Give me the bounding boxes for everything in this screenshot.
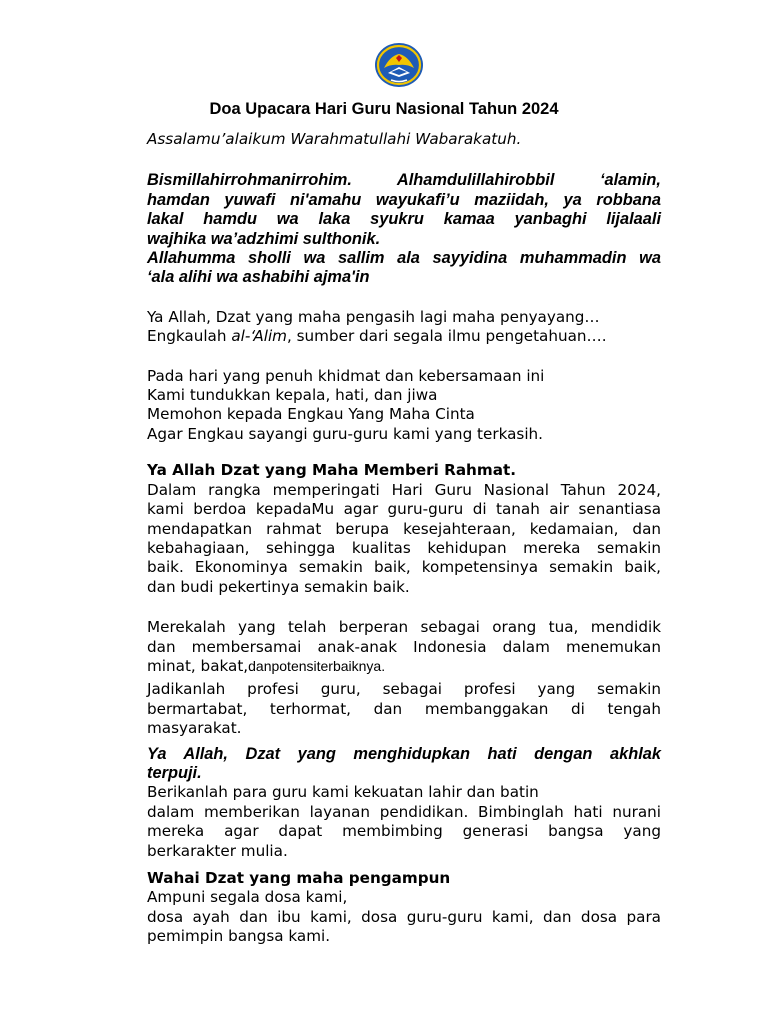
invocation-text: , sumber dari segala ilmu pengetahuan…. xyxy=(286,327,607,346)
paragraph-line: bermartabat, terhormat, dan membanggakan di tengah xyxy=(147,699,661,718)
paragraph-line: mereka agar dapat membimbing generasi bangsa yang xyxy=(147,822,661,841)
section-heading: Ya Allah Dzat yang Maha Memberi Rahmat. xyxy=(147,461,516,480)
invocation-line: Ya Allah, Dzat yang maha pengasih lagi maha penyayang… xyxy=(147,307,600,326)
paragraph-line: dan membersamai anak-anak Indonesia dalam menemukan xyxy=(147,637,661,656)
section-heading: Wahai Dzat yang maha pengampun xyxy=(147,869,451,887)
paragraph-line: Merekalah yang telah berperan sebagai orang tua, mendidik xyxy=(147,618,661,637)
invocation-text: Engkaulah xyxy=(147,327,232,346)
paragraph-line: Dalam rangka memperingati Hari Guru Nasional Tahun 2024, xyxy=(147,480,661,499)
opening-line: lakal hamdu wa laka syukru kamaa yanbaghi lijalaali xyxy=(147,210,661,229)
verse-line: Kami tundukkan kepala, hati, dan jiwa xyxy=(147,386,438,405)
section-heading: terpuji. xyxy=(147,763,202,782)
spacer xyxy=(147,597,661,618)
section-akhlak xyxy=(147,745,661,861)
paragraph-text: minat, bakat, xyxy=(147,656,249,675)
paragraph-line: berkarakter mulia. xyxy=(147,841,288,860)
opening-line: Allahumma sholli wa sallim ala sayyidina muhammadin wa xyxy=(147,249,661,268)
spacer xyxy=(147,288,661,308)
greeting: Assalamu’alaikum Warahmatullahi Wabarakatuh. xyxy=(147,130,522,148)
paragraph-line: Jadikanlah profesi guru, sebagai profesi yang semakin xyxy=(147,680,661,699)
spacer xyxy=(147,347,661,367)
paragraph-line: pemimpin bangsa kami. xyxy=(147,927,331,946)
paragraph-line xyxy=(147,657,661,676)
opening-line: hamdan yuwafi ni'amahu wayukafi’u maziidah, ya robbana xyxy=(147,190,661,209)
opening-line: ‘ala alihi wa ashabihi ajma'in xyxy=(147,268,370,287)
prayer-body xyxy=(147,130,661,947)
invocation xyxy=(147,308,661,347)
document-title: Doa Upacara Hari Guru Nasional Tahun 2024 xyxy=(209,100,559,118)
paragraph-line: mendapatkan rahmat berupa kesejahteraan, kedamaian, dan xyxy=(147,519,661,538)
paragraph-line: baik. Ekonominya semakin baik, kompetensinya semakin baik, xyxy=(147,558,661,577)
paragraph-line: masyarakat. xyxy=(147,719,242,738)
opening-line: wajhika wa’adzhimi sulthonik. xyxy=(147,229,381,248)
verse-line: Memohon kepada Engkau Yang Maha Cinta xyxy=(147,405,475,424)
paragraph-line: Berikanlah para guru kami kekuatan lahir dan batin xyxy=(147,783,539,802)
paragraph-line: kebahagiaan, sehingga kualitas kehidupan mereka semakin xyxy=(147,538,661,557)
al-alim-term: al-‘Alim xyxy=(231,327,287,346)
paragraph-line: kami berdoa kepadaMu agar guru-guru di tanah air senantiasa xyxy=(147,500,661,519)
paragraph-line: Ampuni segala dosa kami, xyxy=(147,888,348,907)
paragraph-text-small: danpotensiterbaiknya. xyxy=(248,657,386,674)
paragraph-line: dosa ayah dan ibu kami, dosa guru-guru kami, dan dosa para xyxy=(147,907,661,926)
section-rahmat xyxy=(147,461,661,597)
verse-line: Agar Engkau sayangi guru-guru kami yang terkasih. xyxy=(147,424,543,443)
section-peran-guru xyxy=(147,618,661,738)
section-heading: Ya Allah, Dzat yang menghidupkan hati dengan akhlak xyxy=(147,744,661,763)
spacer xyxy=(147,149,661,171)
section-pengampun xyxy=(147,869,661,947)
spacer xyxy=(147,861,661,869)
invocation-line xyxy=(147,327,661,346)
verse-line: Pada hari yang penuh khidmat dan kebersamaan ini xyxy=(147,366,545,385)
paragraph-line: dan budi pekertinya semakin baik. xyxy=(147,577,410,596)
spacer xyxy=(147,444,661,461)
verse xyxy=(147,367,661,445)
opening-line: Bismillahirrohmanirrohim. Alhamdulillahirobbil ‘alamin, xyxy=(147,171,661,190)
tut-wuri-handayani-logo-icon xyxy=(374,42,424,88)
paragraph-line: dalam memberikan layanan pendidikan. Bimbinglah hati nurani xyxy=(147,802,661,821)
opening-prayer xyxy=(147,171,661,287)
